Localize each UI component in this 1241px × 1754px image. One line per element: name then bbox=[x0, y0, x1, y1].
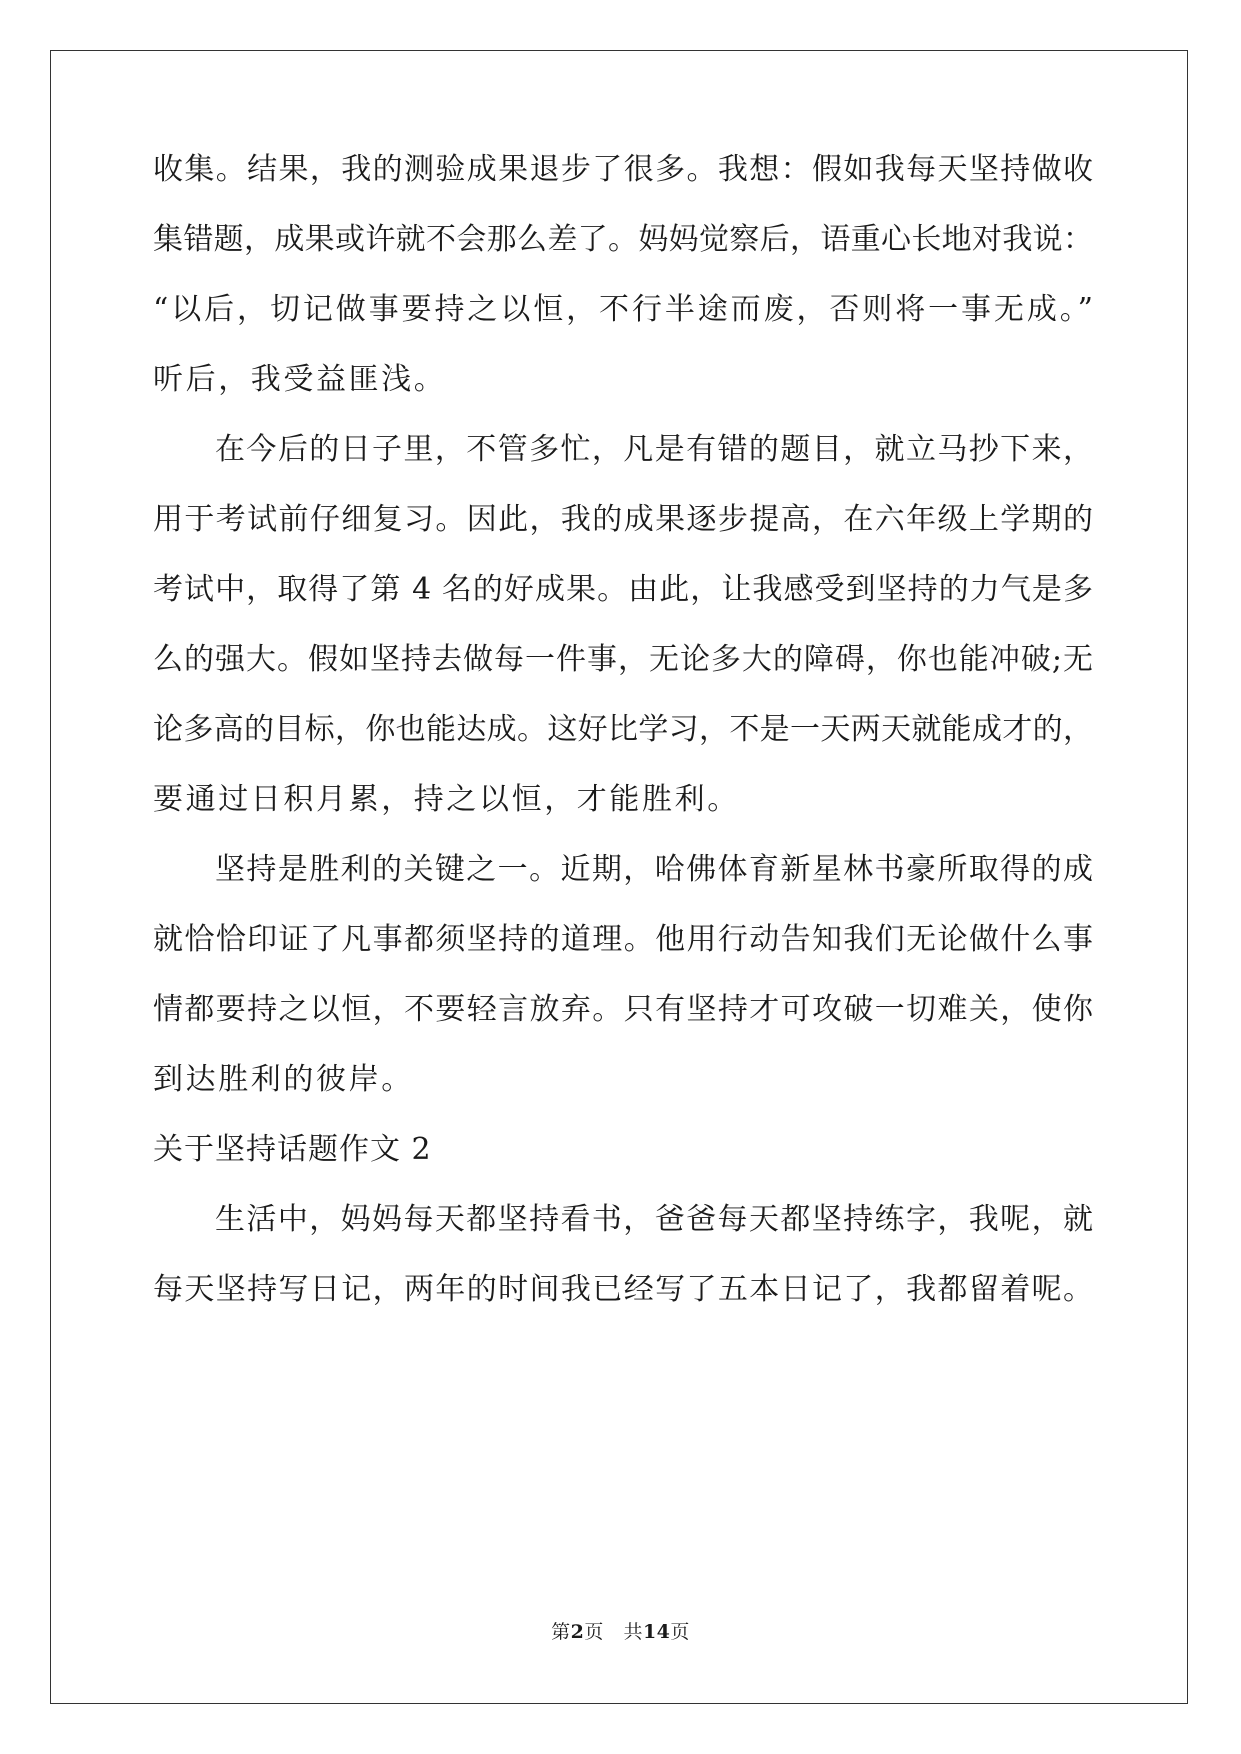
body-line-8: 么的强大。假如坚持去做每一件事，无论多大的障碍，你也能冲破;无 bbox=[153, 642, 1093, 677]
body-line-4: 听后，我受益匪浅。 bbox=[153, 362, 447, 397]
body-line-13: 情都要持之以恒，不要轻言放弃。只有坚持才可攻破一切难关，使你 bbox=[153, 992, 1093, 1027]
body-line-6: 用于考试前仔细复习。因此，我的成果逐步提高，在六年级上学期的 bbox=[153, 502, 1093, 537]
footer-suffix: 页 bbox=[670, 1621, 690, 1643]
body-line-1: 收集。结果，我的测验成果退步了很多。我想：假如我每天坚持做收 bbox=[153, 152, 1093, 187]
page-footer bbox=[0, 1620, 1241, 1644]
body-line-3: “以后，切记做事要持之以恒，不行半途而废，否则将一事无成。” bbox=[153, 292, 1093, 327]
paragraph-4-first-line: 生活中，妈妈每天都坚持看书，爸爸每天都坚持练字，我呢，就 bbox=[215, 1202, 1093, 1237]
body-line-9: 论多高的目标，你也能达成。这好比学习，不是一天两天就能成才的， bbox=[153, 712, 1093, 747]
body-line-14: 到达胜利的彼岸。 bbox=[153, 1062, 414, 1097]
body-line-10: 要通过日积月累，持之以恒，才能胜利。 bbox=[153, 782, 740, 817]
section-heading: 关于坚持话题作文 2 bbox=[153, 1132, 432, 1167]
paragraph-3-first-line: 坚持是胜利的关键之一。近期，哈佛体育新星林书豪所取得的成 bbox=[215, 852, 1093, 887]
footer-prefix: 第 bbox=[551, 1621, 571, 1643]
body-line-17: 每天坚持写日记，两年的时间我已经写了五本日记了，我都留着呢。 bbox=[153, 1272, 1093, 1307]
body-line-2: 集错题，成果或许就不会那么差了。妈妈觉察后，语重心长地对我说： bbox=[153, 222, 1093, 257]
body-line-7: 考试中，取得了第 4 名的好成果。由此，让我感受到坚持的力气是多 bbox=[153, 572, 1093, 607]
body-line-12: 就恰恰印证了凡事都须坚持的道理。他用行动告知我们无论做什么事 bbox=[153, 922, 1093, 957]
footer-page-number: 2 bbox=[570, 1621, 585, 1643]
footer-mid: 页 共 bbox=[584, 1621, 643, 1643]
paragraph-2-first-line: 在今后的日子里，不管多忙，凡是有错的题目，就立马抄下来， bbox=[215, 432, 1093, 467]
footer-page-total: 14 bbox=[642, 1621, 671, 1643]
